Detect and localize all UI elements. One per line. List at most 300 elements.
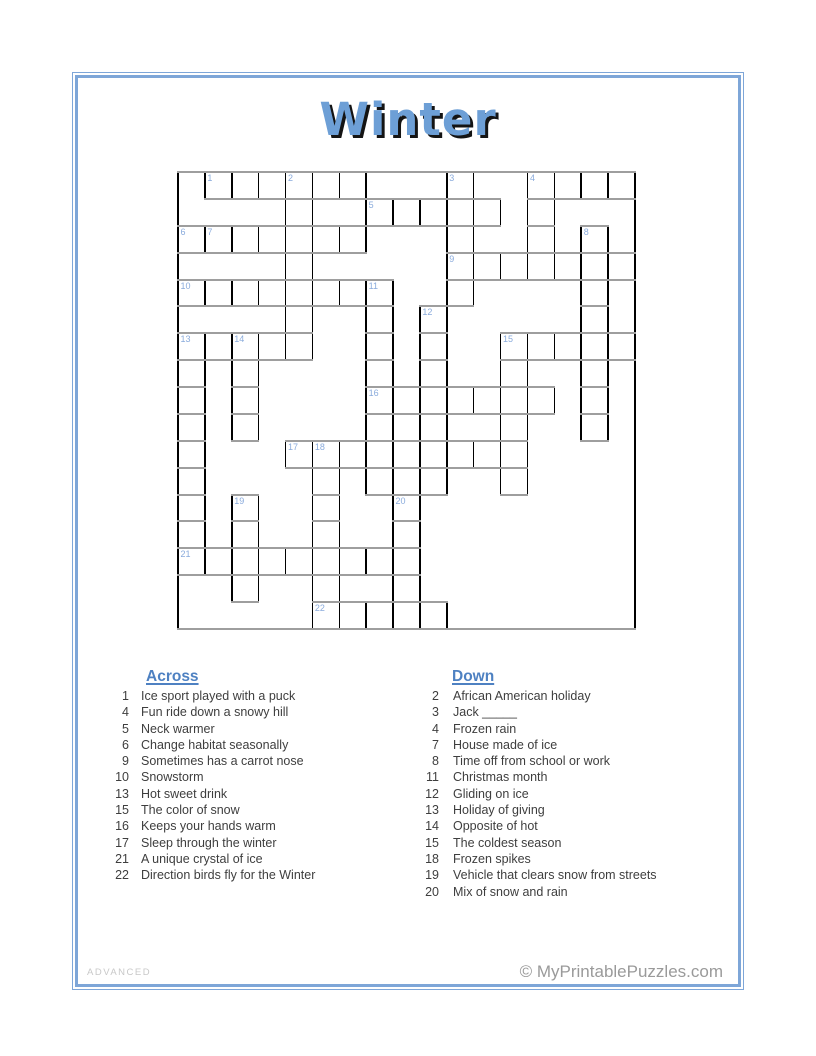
grid-cell[interactable] [527,253,554,280]
grid-cell[interactable] [554,172,581,199]
grid-cell[interactable] [178,360,205,387]
grid-vline [446,601,448,630]
grid-cell[interactable] [581,172,608,199]
grid-vline [285,171,287,200]
grid-hline [312,252,340,254]
grid-vline [419,547,421,576]
grid-cell-number: 22 [314,603,325,614]
clue-number: 21 [115,851,129,866]
grid-cell[interactable] [205,548,232,575]
grid-cell[interactable] [447,199,474,226]
clue-row [408,688,657,704]
grid-hline [339,601,367,603]
grid-vline [473,225,475,254]
grid-cell[interactable] [259,226,286,253]
grid-vline [204,332,206,361]
grid-vline [204,413,206,442]
grid-vline [285,198,287,227]
grid-cell[interactable] [232,172,259,199]
across-heading: Across [146,668,199,685]
grid-cell[interactable] [178,387,205,414]
grid-cell[interactable] [474,387,501,414]
grid-cell[interactable] [474,441,501,468]
grid-vline [312,252,314,281]
clue-text: Hot sweet drink [141,786,228,801]
grid-vline [258,413,260,442]
clue-text: Snowstorm [141,770,204,785]
grid-vline [204,171,206,200]
grid-vline [285,305,287,334]
clue-number: 1 [122,689,129,703]
grid-hline [204,574,232,576]
grid-vline [580,305,582,334]
clue-row [408,867,657,883]
grid-hline [339,547,367,549]
grid-hline [285,252,313,254]
grid-cell[interactable] [420,441,447,468]
grid-cell[interactable] [366,602,393,629]
grid-vline [285,332,287,361]
grid-hline [419,601,447,603]
grid-cell[interactable] [393,602,420,629]
grid-vline [285,225,287,254]
clue-row [408,818,657,834]
grid-cell-number: 4 [529,173,535,183]
grid-hline [500,359,528,361]
grid-cell[interactable] [527,199,554,226]
grid-cell[interactable] [286,226,313,253]
grid-cell[interactable] [420,199,447,226]
grid-hline [177,440,205,442]
grid-hline [365,547,393,549]
grid-vline [312,198,314,227]
grid-cell[interactable] [232,387,259,414]
grid-vline [392,467,394,496]
grid-vline [419,198,421,227]
clue-number: 18 [425,851,439,866]
grid-cell[interactable] [339,441,366,468]
grid-cell[interactable] [581,306,608,333]
grid-vline [339,225,341,254]
clue-text: Ice sport played with a puck [141,689,296,703]
grid-hline [339,198,367,200]
grid-cell[interactable] [581,387,608,414]
grid-hline [473,198,501,200]
grid-cell[interactable] [393,521,420,548]
grid-hline [500,252,528,254]
grid-cell[interactable] [420,414,447,441]
grid-vline [204,359,206,388]
grid-vline [446,440,448,469]
grid-cell-number: 18 [314,441,325,452]
grid-hline [285,198,313,200]
grid-hline [365,467,393,469]
grid-vline [392,305,394,334]
grid-cell[interactable] [259,548,286,575]
grid-vline [231,547,233,576]
clue-text: The color of snow [141,803,240,818]
grid-cell[interactable] [286,280,313,307]
grid-cell[interactable] [420,468,447,495]
grid-cell[interactable] [393,387,420,414]
grid-vline [419,520,421,549]
grid-cell[interactable] [447,226,474,253]
grid-cell[interactable] [339,280,366,307]
grid-hline [177,574,205,576]
grid-hline [231,252,259,254]
grid-vline [580,359,582,388]
grid-vline [607,252,609,281]
grid-vline [527,171,529,200]
grid-cell[interactable] [581,414,608,441]
grid-cell-number: 6 [180,226,186,237]
grid-hline [231,547,259,549]
grid-hline [392,225,420,227]
grid-cell[interactable] [178,441,205,468]
grid-hline [419,198,447,200]
clue-text: Direction birds fly for the Winter [141,868,316,883]
grid-vline [500,359,502,388]
grid-hline [365,440,393,442]
grid-cell[interactable] [205,280,232,307]
grid-cell[interactable] [527,226,554,253]
grid-cell[interactable] [393,548,420,575]
grid-cell-number: 8 [583,226,589,237]
grid-cell[interactable] [581,280,608,307]
grid-cell[interactable] [312,280,339,307]
grid-hline [392,547,420,549]
grid-cell-number: 15 [503,334,514,345]
grid-hline [285,547,313,549]
grid-cell[interactable] [447,387,474,414]
grid-vline [365,601,367,630]
grid-hline [580,386,608,388]
page-title: Winter [319,93,497,146]
grid-hline [231,305,259,307]
grid-vline [339,601,341,630]
grid-vline [204,547,206,576]
grid-cell[interactable] [393,441,420,468]
grid-cell[interactable] [339,172,366,199]
grid-vline [446,225,448,254]
grid-cell-number: 17 [288,441,299,452]
grid-vline [607,413,609,442]
grid-cell[interactable] [501,253,528,280]
grid-cell[interactable] [474,199,501,226]
grid-vline [312,520,314,549]
grid-cell[interactable] [259,172,286,199]
grid-cell[interactable] [420,333,447,360]
clue-text: Frozen spikes [453,851,531,866]
grid-cell[interactable] [554,253,581,280]
grid-vline [446,386,448,415]
grid-hline [204,547,232,549]
grid-cell[interactable] [366,360,393,387]
grid-hline [365,305,393,307]
clue-text: Sleep through the winter [141,835,277,850]
grid-cell[interactable] [232,360,259,387]
grid-vline [419,574,421,603]
grid-hline [312,225,340,227]
grid-cell[interactable] [554,333,581,360]
grid-vline [500,198,502,227]
grid-vline [392,494,394,523]
grid-hline [177,386,205,388]
grid-cell[interactable] [420,602,447,629]
grid-cell[interactable] [581,253,608,280]
grid-hline [312,520,340,522]
grid-vline [473,252,475,281]
grid-cell[interactable] [286,333,313,360]
grid-cell-number: 13 [180,334,191,345]
grid-cell[interactable] [501,414,528,441]
grid-cell[interactable] [393,199,420,226]
clue-number: 6 [122,737,129,752]
grid-hline [312,305,340,307]
grid-hline [446,225,474,227]
grid-hline [554,279,582,281]
grid-cell-number: 10 [180,280,191,291]
grid-vline [580,225,582,254]
grid-vline [527,440,529,469]
grid-vline [446,332,448,361]
clue-number: 11 [426,770,439,785]
grid-cell[interactable] [232,226,259,253]
grid-hline [473,386,501,388]
grid-hline [580,305,608,307]
grid-vline [365,413,367,442]
grid-vline [258,547,260,576]
grid-vline [500,386,502,415]
grid-hline [231,601,259,603]
grid-vline [339,440,341,469]
grid-vline [312,305,314,334]
grid-hline [473,225,501,227]
grid-hline [500,467,528,469]
clue-text: Jack _____ [453,705,517,720]
grid-cell[interactable] [501,441,528,468]
clue-row [408,737,657,753]
grid-cell[interactable] [581,360,608,387]
grid-vline [419,305,421,334]
grid-hline [527,252,555,254]
grid-hline [446,386,474,388]
grid-cell[interactable] [447,280,474,307]
grid-vline [580,252,582,281]
grid-cell[interactable] [608,333,635,360]
grid-cell[interactable] [178,468,205,495]
clue-number: 3 [432,705,439,720]
grid-vline [231,332,233,361]
grid-hline [580,413,608,415]
grid-vline [231,386,233,415]
grid-cell[interactable] [393,575,420,602]
clue-text: Holiday of giving [453,803,545,818]
grid-cell-number: 14 [234,334,245,345]
grid-hline [607,359,635,361]
clue-row [98,851,315,867]
grid-hline [392,520,420,522]
grid-vline [339,574,341,603]
grid-hline [204,359,232,361]
grid-hline [177,413,205,415]
grid-cell[interactable] [312,548,339,575]
grid-vline [339,279,341,308]
grid-vline [580,279,582,308]
grid-hline [527,225,555,227]
clue-row [98,769,315,785]
grid-hline [231,413,259,415]
grid-hline [419,467,447,469]
grid-cell[interactable] [232,280,259,307]
grid-vline [473,440,475,469]
grid-vline [527,386,529,415]
grid-hline [500,386,528,388]
grid-hline [473,413,501,415]
grid-vline [446,171,448,200]
grid-hline [500,413,528,415]
grid-cell[interactable] [259,280,286,307]
grid-hline [177,494,205,496]
clue-row [408,721,657,737]
clue-number: 4 [122,705,129,720]
clue-text: Gliding on ice [453,786,529,801]
grid-hline [580,332,608,334]
grid-hline [365,601,393,603]
grid-cell[interactable] [608,172,635,199]
clue-row [408,884,657,900]
grid-cell[interactable] [527,333,554,360]
grid-cell[interactable] [232,521,259,548]
grid-vline [339,494,341,523]
grid-vline [392,198,394,227]
grid-cell[interactable] [312,521,339,548]
grid-vline [554,198,556,227]
grid-hline [339,305,367,307]
grid-vline [365,547,367,576]
grid-vline [527,198,529,227]
grid-hline [392,413,420,415]
grid-cell[interactable] [259,333,286,360]
grid-vline [580,332,582,361]
grid-vline [365,225,367,254]
grid-cell[interactable] [420,387,447,414]
grid-vline [365,440,367,469]
grid-cell[interactable] [474,253,501,280]
grid-vline [231,574,233,603]
grid-hline [473,440,501,442]
grid-cell[interactable] [339,226,366,253]
grid-cell[interactable] [339,602,366,629]
grid-cell[interactable] [312,495,339,522]
clue-number: 15 [425,835,439,850]
grid-vline [554,171,556,200]
grid-cell[interactable] [366,333,393,360]
grid-cell[interactable] [312,172,339,199]
grid-cell[interactable] [286,253,313,280]
grid-cell[interactable] [312,468,339,495]
grid-hline [258,279,286,281]
grid-vline [580,413,582,442]
across-clues [98,688,315,884]
grid-hline [258,225,286,227]
grid-cell[interactable] [581,333,608,360]
grid-hline [446,198,474,200]
grid-cell[interactable] [366,306,393,333]
grid-cell[interactable] [286,548,313,575]
grid-cell[interactable] [312,226,339,253]
grid-cell[interactable] [501,387,528,414]
grid-hline [285,305,313,307]
grid-hline [580,359,608,361]
grid-vline [177,171,179,630]
grid-cell-number: 11 [368,280,378,291]
grid-cell[interactable] [420,360,447,387]
grid-vline [339,467,341,496]
grid-hline [231,574,259,576]
grid-vline [392,601,394,630]
grid-cell[interactable] [286,306,313,333]
grid-cell[interactable] [608,253,635,280]
grid-cell[interactable] [232,548,259,575]
grid-cell[interactable] [232,575,259,602]
grid-cell[interactable] [339,548,366,575]
grid-cell[interactable] [527,387,554,414]
grid-vline [258,494,260,523]
grid-vline [473,198,475,227]
clue-row [98,835,315,851]
grid-hline [285,359,313,361]
grid-cell[interactable] [447,441,474,468]
grid-cell[interactable] [205,333,232,360]
grid-cell[interactable] [312,575,339,602]
grid-cell[interactable] [501,468,528,495]
grid-cell-number: 20 [395,495,406,506]
grid-vline [419,359,421,388]
grid-hline [312,574,340,576]
grid-cell[interactable] [501,360,528,387]
grid-hline [580,440,608,442]
grid-vline [231,279,233,308]
grid-vline [607,359,609,388]
grid-cell[interactable] [366,441,393,468]
grid-cell[interactable] [232,414,259,441]
grid-hline [285,574,313,576]
grid-cell[interactable] [286,199,313,226]
grid-hline [177,520,205,522]
clue-text: Christmas month [453,770,548,785]
grid-cell[interactable] [178,414,205,441]
clue-number: 15 [115,803,129,818]
clue-row [408,704,657,720]
grid-hline [527,359,555,361]
grid-cell[interactable] [178,495,205,522]
grid-cell-number: 12 [422,307,433,318]
grid-cell[interactable] [178,521,205,548]
clue-text: Keeps your hands warm [141,819,276,834]
clue-row [98,704,315,720]
grid-vline [285,547,287,576]
clue-text: Vehicle that clears snow from streets [453,868,657,883]
grid-cell[interactable] [366,548,393,575]
grid-cell[interactable] [366,468,393,495]
grid-hline [339,279,367,281]
grid-hline [204,305,232,307]
grid-cell[interactable] [366,414,393,441]
clue-number: 20 [425,884,439,899]
grid-vline [258,520,260,549]
grid-vline [285,440,287,469]
